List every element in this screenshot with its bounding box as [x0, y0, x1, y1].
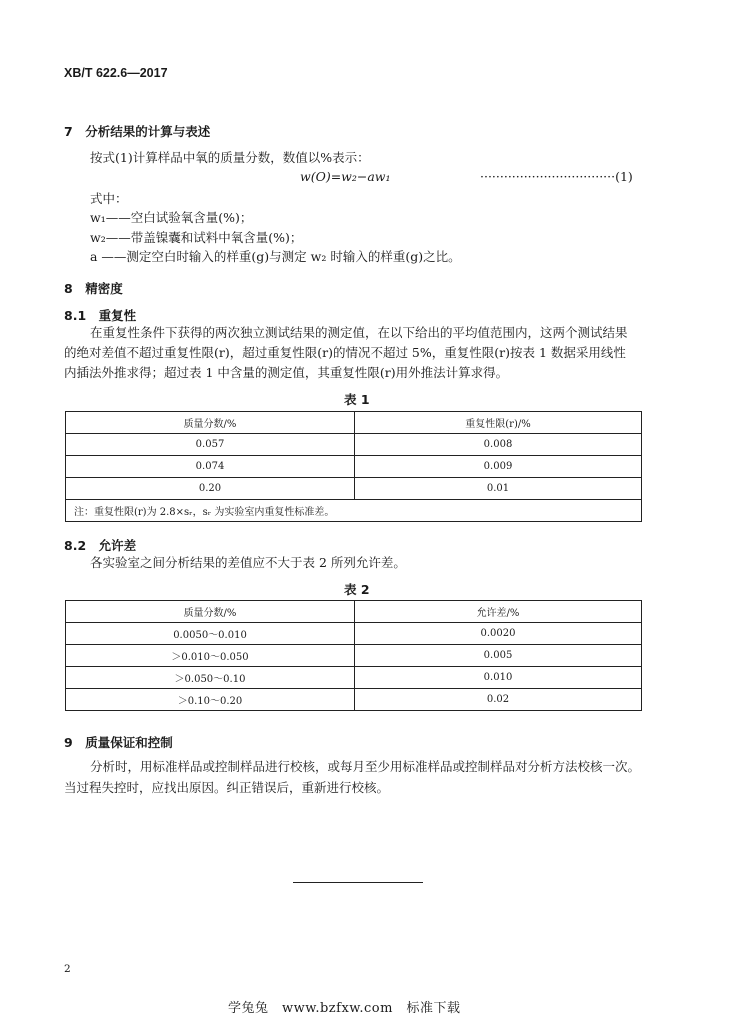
footer-watermark: 学兔兔 www.bzfxw.com 标准下载 [228, 1001, 461, 1016]
table-cell: ＞0.10～0.20 [66, 689, 355, 711]
table-cell: 0.057 [66, 434, 355, 456]
table-header-row [66, 601, 642, 623]
table-cell: 0.008 [355, 434, 642, 456]
section-8-heading: 8 精密度 [64, 281, 123, 296]
table-header-cell: 重复性限(r)/% [355, 412, 642, 434]
definition-w1: w₁——空白试验氧含量(%)； [90, 210, 253, 225]
table-1-title: 表 1 [344, 392, 370, 407]
where-label: 式中： [90, 191, 128, 206]
table-note-row [66, 500, 642, 522]
table-cell: 0.074 [66, 456, 355, 478]
table-cell: 0.005 [355, 645, 642, 667]
section-7-intro: 按式(1)计算样品中氧的质量分数，数值以%表示： [90, 150, 370, 165]
section-8-1-heading: 8.1 重复性 [64, 308, 137, 323]
paragraph-line: 当过程失控时，应找出原因。纠正错误后，重新进行校核。 [64, 780, 390, 795]
paragraph-line: 在重复性条件下获得的两次独立测试结果的测定值，在以下给出的平均值范围内，这两个测试结果 [90, 325, 628, 340]
table-header-row [66, 412, 642, 434]
table-cell: 0.010 [355, 667, 642, 689]
section-7-heading: 7 分析结果的计算与表述 [64, 124, 211, 139]
table-header-cell: 质量分数/% [66, 601, 355, 623]
definition-a: a ——测定空白时输入的样重(g)与测定 w₂ 时输入的样重(g)之比。 [90, 249, 461, 264]
table-note: 注：重复性限(r)为 2.8×sᵣ，sᵣ 为实验室内重复性标准差。 [66, 500, 642, 522]
table-cell: 0.0020 [355, 623, 642, 645]
paragraph-line: 各实验室之间分析结果的差值应不大于表 2 所列允许差。 [90, 555, 406, 570]
table-cell: 0.20 [66, 478, 355, 500]
table-row [66, 689, 642, 711]
table-2 [65, 600, 642, 711]
paragraph-line: 内插法外推求得；超过表 1 中含量的测定值，其重复性限(r)用外推法计算求得。 [64, 365, 509, 380]
formula: w(O)=w₂−aw₁ [300, 169, 391, 184]
table-cell: 0.0050～0.010 [66, 623, 355, 645]
page-number: 2 [64, 963, 71, 975]
end-rule [293, 882, 423, 883]
table-row [66, 434, 642, 456]
table-cell: 0.01 [355, 478, 642, 500]
table-header-cell: 允许差/% [355, 601, 642, 623]
section-9-heading: 9 质量保证和控制 [64, 735, 173, 750]
table-cell: 0.009 [355, 456, 642, 478]
table-cell: ＞0.010～0.050 [66, 645, 355, 667]
table-row [66, 645, 642, 667]
formula-number: ··································(1) [480, 169, 633, 184]
table-row [66, 478, 642, 500]
table-row [66, 667, 642, 689]
table-cell: 0.02 [355, 689, 642, 711]
paragraph-line: 的绝对差值不超过重复性限(r)，超过重复性限(r)的情况不超过 5%，重复性限(r)按表 1 数据采用线性 [64, 345, 626, 360]
table-row [66, 456, 642, 478]
definition-w2: w₂——带盖镍囊和试料中氧含量(%)； [90, 230, 303, 245]
section-8-2-heading: 8.2 允许差 [64, 538, 137, 553]
table-2-title: 表 2 [344, 582, 370, 597]
table-cell: ＞0.050～0.10 [66, 667, 355, 689]
table-1 [65, 411, 642, 522]
table-header-cell: 质量分数/% [66, 412, 355, 434]
document-id: XB/T 622.6—2017 [64, 66, 168, 80]
table-row [66, 623, 642, 645]
paragraph-line: 分析时，用标准样品或控制样品进行校核，或每月至少用标准样品或控制样品对分析方法校核一次。 [90, 759, 641, 774]
